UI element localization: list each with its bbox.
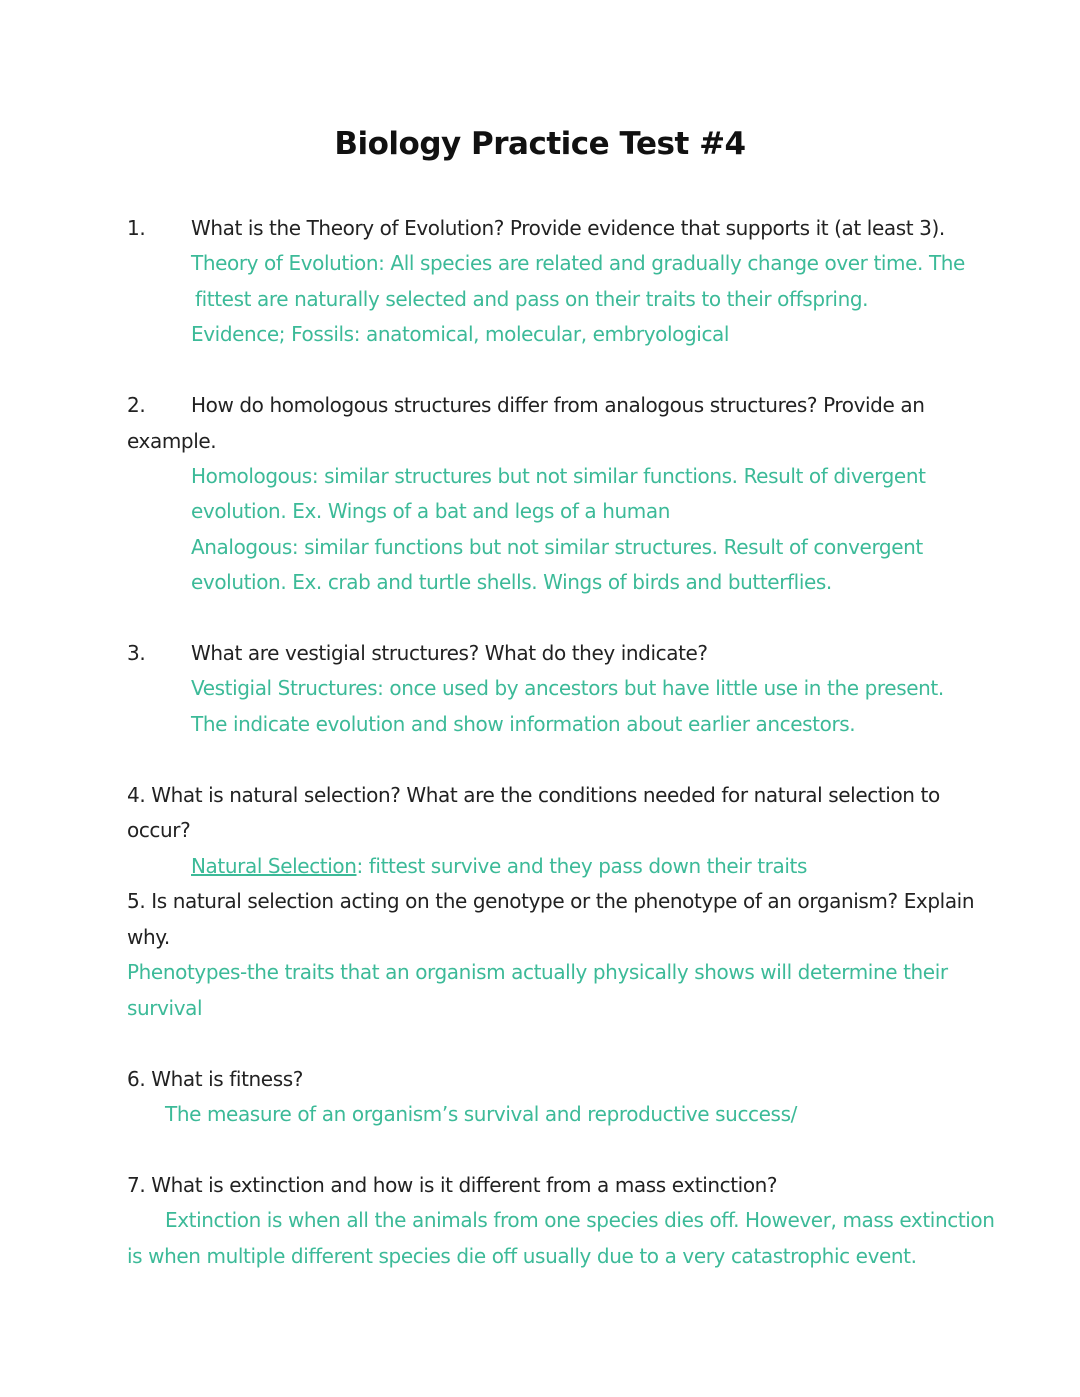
q2-answer-line-2: evolution. Ex. Wings of a bat and legs of a human xyxy=(191,499,670,523)
q3-answer-line-1: Vestigial Structures: once used by ancestors but have little use in the present. xyxy=(191,676,944,700)
q3-number: 3. xyxy=(127,641,146,665)
q2-question-line-2: example. xyxy=(127,429,217,453)
q4-answer-rest: : fittest survive and they pass down their traits xyxy=(356,854,807,878)
q5-answer-line-1: Phenotypes-the traits that an organism actually physically shows will determine their xyxy=(127,960,948,984)
q7-answer-line-1: Extinction is when all the animals from one species dies off. However, mass extinction xyxy=(165,1208,995,1232)
q1-question: What is the Theory of Evolution? Provide evidence that supports it (at least 3). xyxy=(191,216,945,240)
q4-answer xyxy=(191,854,807,878)
q5-question-line-2: why. xyxy=(127,925,170,949)
q6-question: 6. What is fitness? xyxy=(127,1067,303,1091)
q2-question-line-1: How do homologous structures differ from analogous structures? Provide an xyxy=(191,393,925,417)
q3-question: What are vestigial structures? What do they indicate? xyxy=(191,641,708,665)
page-title: Biology Practice Test #4 xyxy=(334,126,746,162)
q4-question-line-1: 4. What is natural selection? What are the conditions needed for natural selection to xyxy=(127,783,940,807)
q3-answer-line-2: The indicate evolution and show information about earlier ancestors. xyxy=(191,712,856,736)
q6-answer: The measure of an organism’s survival and reproductive success/ xyxy=(165,1102,797,1126)
q5-question-line-1: 5. Is natural selection acting on the genotype or the phenotype of an organism? Explain xyxy=(127,889,975,913)
q4-question-line-2: occur? xyxy=(127,818,191,842)
q2-answer-line-1: Homologous: similar structures but not similar functions. Result of divergent xyxy=(191,464,926,488)
q2-number: 2. xyxy=(127,393,146,417)
q2-answer-line-4: evolution. Ex. crab and turtle shells. Wings of birds and butterflies. xyxy=(191,570,832,594)
q4-answer-term: Natural Selection xyxy=(191,854,357,878)
q5-answer-line-2: survival xyxy=(127,996,203,1020)
q2-answer-line-3: Analogous: similar functions but not similar structures. Result of convergent xyxy=(191,535,923,559)
q7-answer-line-2: is when multiple different species die off usually due to a very catastrophic event. xyxy=(127,1244,917,1268)
q1-number: 1. xyxy=(127,216,146,240)
q7-question: 7. What is extinction and how is it different from a mass extinction? xyxy=(127,1173,778,1197)
q1-answer-line-3: Evidence; Fossils: anatomical, molecular, embryological xyxy=(191,322,730,346)
q1-answer-line-2: fittest are naturally selected and pass on their traits to their offspring. xyxy=(195,287,869,311)
q1-answer-line-1: Theory of Evolution: All species are related and gradually change over time. The xyxy=(191,251,965,275)
